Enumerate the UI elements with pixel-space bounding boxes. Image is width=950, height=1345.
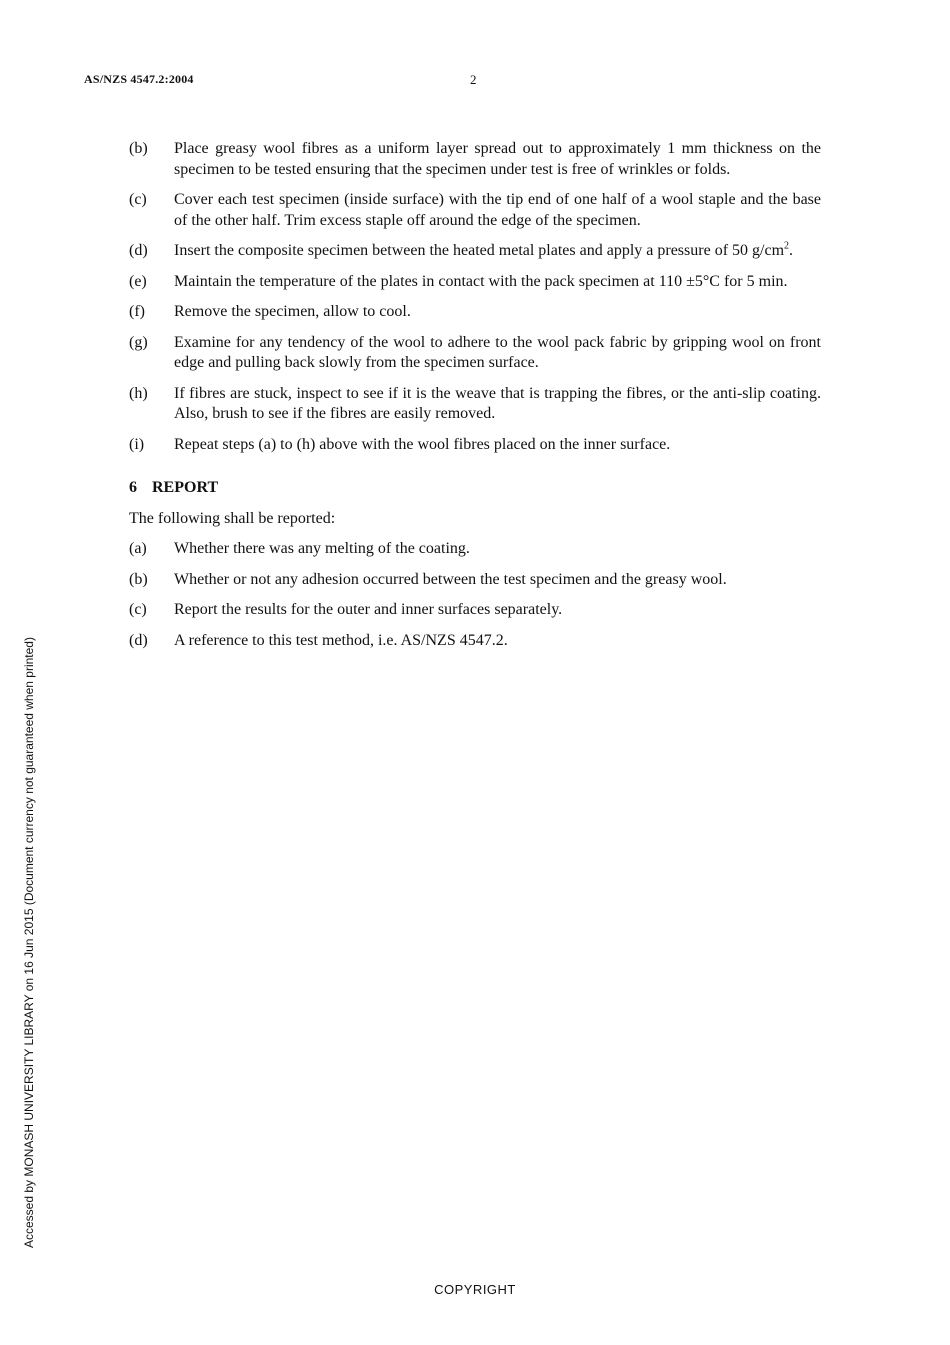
item-label: (i) [129,435,145,453]
item-text: Whether there was any melting of the coating. [174,540,470,557]
item-text: Repeat steps (a) to (h) above with the wool fibres placed on the inner surface. [174,435,671,453]
item-text: Maintain the temperature of the plates in contact with the pack specimen at 110 ±5°C for 5 min. [174,272,788,290]
report-item-c [129,600,821,621]
access-watermark: Accessed by MONASH UNIVERSITY LIBRARY on 16 Jun 2015 (Document currency not guaranteed when printed) [22,637,36,1248]
item-label: (a) [129,540,147,557]
item-label: (d) [129,242,148,259]
report-item-b [129,570,821,591]
item-text: Place greasy wool fibres as a uniform layer spread out to approximately 1 mm thickness on the specimen to be tested ensuring that the specimen under test is free of wrinkles or folds. [174,140,821,178]
standard-code: AS/NZS 4547.2:2004 [84,72,194,86]
item-label: (b) [129,140,148,157]
item-label: (d) [129,631,148,649]
item-text: Cover each test specimen (inside surface) with the tip end of one half of a wool staple and the base of the other half. Trim excess staple off around the edge of the specimen. [174,191,821,229]
item-label: (h) [129,384,148,402]
item-text-end: . [789,242,794,259]
item-label: (f) [129,303,145,320]
procedure-item-b [129,139,821,180]
item-text: A reference to this test method, i.e. AS/NZS 4547.2. [174,631,508,649]
item-label: (b) [129,570,148,588]
procedure-item-g [129,333,821,374]
item-text: If fibres are stuck, inspect to see if it is the weave that is trapping the fibres, or the anti-slip coating. Also, brush to see if the fibres are easily removed. [174,384,821,422]
page-number: 2 [470,72,477,87]
procedure-item-e [129,272,821,293]
item-label: (g) [129,333,148,351]
copyright-footer: COPYRIGHT [434,1282,516,1297]
procedure-item-h [129,384,821,425]
procedure-item-c [129,190,821,231]
procedure-item-d [129,241,821,262]
section-heading-report [129,478,821,499]
item-label: (e) [129,272,147,290]
report-item-a [129,539,821,560]
document-body [129,139,821,661]
item-label: (c) [129,601,147,618]
section-title: REPORT [152,479,219,496]
superscript: 2 [784,240,790,252]
item-text: Examine for any tendency of the wool to adhere to the wool pack fabric by gripping wool on front edge and pulling back slowly from the specimen surface. [174,333,821,371]
item-text: Report the results for the outer and inner surfaces separately. [174,601,563,618]
procedure-item-f [129,302,821,323]
section-number: 6 [129,479,137,496]
item-label: (c) [129,191,147,208]
item-text-main: Insert the composite specimen between the heated metal plates and apply a pressure of 50 g/cm [174,242,785,259]
item-text: Remove the specimen, allow to cool. [174,303,411,320]
procedure-item-i [129,435,821,456]
report-item-d [129,631,821,652]
item-text: Whether or not any adhesion occurred between the test specimen and the greasy wool. [174,570,727,588]
report-intro: The following shall be reported: [129,509,336,527]
item-text [174,241,821,262]
